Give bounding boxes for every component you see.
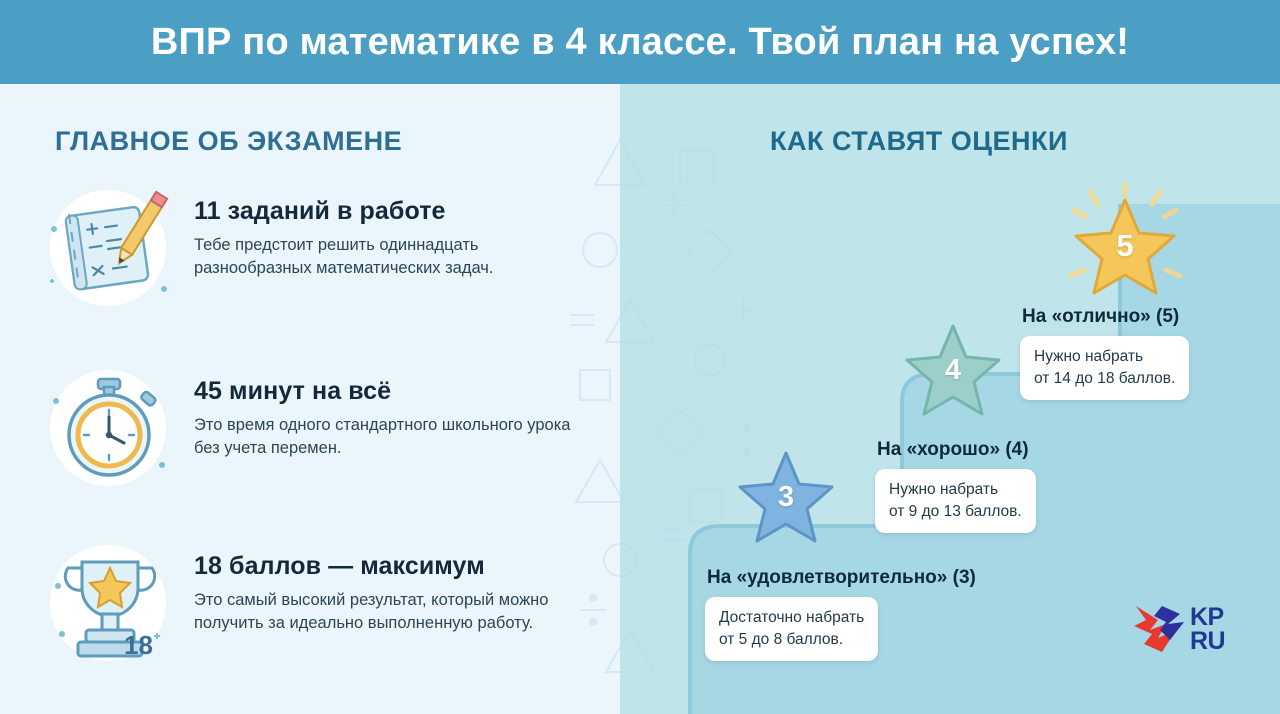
kp-logo-text xyxy=(1190,603,1226,655)
right-section-title: КАК СТАВЯТ ОЦЕНКИ xyxy=(770,126,1068,156)
fact-text-score xyxy=(186,540,584,636)
grade-card-good xyxy=(875,439,1036,533)
grade-label-excellent: На «отлично» (5) xyxy=(1022,306,1180,327)
trophy-number: 18 xyxy=(124,630,153,660)
grade-card-satisfactory xyxy=(705,567,976,661)
star-grade-5 xyxy=(1060,180,1190,315)
trophy-icon xyxy=(36,540,186,670)
grade-text-excellent-line1: Нужно набрать xyxy=(1034,348,1144,365)
grade-text-good-line2: от 9 до 13 баллов. xyxy=(889,502,1022,520)
fact-row-score xyxy=(36,540,646,670)
star-grade-4 xyxy=(895,312,1011,433)
header-bar xyxy=(0,0,1280,84)
grade-text-good-line1: Нужно набрать xyxy=(889,481,999,498)
fact-text-time xyxy=(186,365,584,461)
fact-body-time: Это время одного стандартного школьного урока без учета перемен. xyxy=(194,416,571,458)
grade-label-satisfactory: На «удовлетворительно» (3) xyxy=(707,567,976,588)
grade-box-excellent xyxy=(1020,336,1189,400)
fact-heading-tasks: 11 заданий в работе xyxy=(194,197,446,225)
kp-logo-line2: RU xyxy=(1190,626,1226,655)
fact-heading-time: 45 минут на всё xyxy=(194,377,392,405)
grade-box-good xyxy=(875,469,1036,533)
fact-row-time xyxy=(36,365,646,495)
page-title: ВПР по математике в 4 классе. Твой план на успех! xyxy=(150,20,1130,63)
notebook-pencil-icon xyxy=(36,185,186,315)
stopwatch-icon xyxy=(36,365,186,495)
fact-heading-score: 18 баллов — максимум xyxy=(194,552,485,580)
grade-text-excellent-line2: от 14 до 18 баллов. xyxy=(1034,369,1176,387)
star-number-3: 3 xyxy=(777,481,795,513)
grade-box-satisfactory xyxy=(705,597,878,661)
left-section-title: ГЛАВНОЕ ОБ ЭКЗАМЕНЕ xyxy=(55,126,403,156)
grade-text-satisfactory-line2: от 5 до 8 баллов. xyxy=(719,630,844,648)
kp-logo-line1: KP xyxy=(1190,603,1224,631)
kp-bird-icon xyxy=(1132,600,1188,660)
fact-body-tasks: Тебе предстоит решить одиннадцать разнообразных математических задач. xyxy=(194,236,494,278)
grade-text-satisfactory-line1: Достаточно набрать xyxy=(719,609,865,626)
fact-body-score: Это самый высокий результат, который можно получить за идеально выполненную работу. xyxy=(194,591,549,633)
star-number-4: 4 xyxy=(944,354,962,386)
fact-row-tasks xyxy=(36,185,646,315)
star-number-5: 5 xyxy=(1116,228,1134,263)
grade-card-excellent xyxy=(1020,306,1189,400)
grade-label-good: На «хорошо» (4) xyxy=(877,439,1029,460)
star-grade-3 xyxy=(728,439,844,560)
fact-text-tasks xyxy=(186,185,584,281)
kp-ru-logo xyxy=(1132,600,1252,664)
